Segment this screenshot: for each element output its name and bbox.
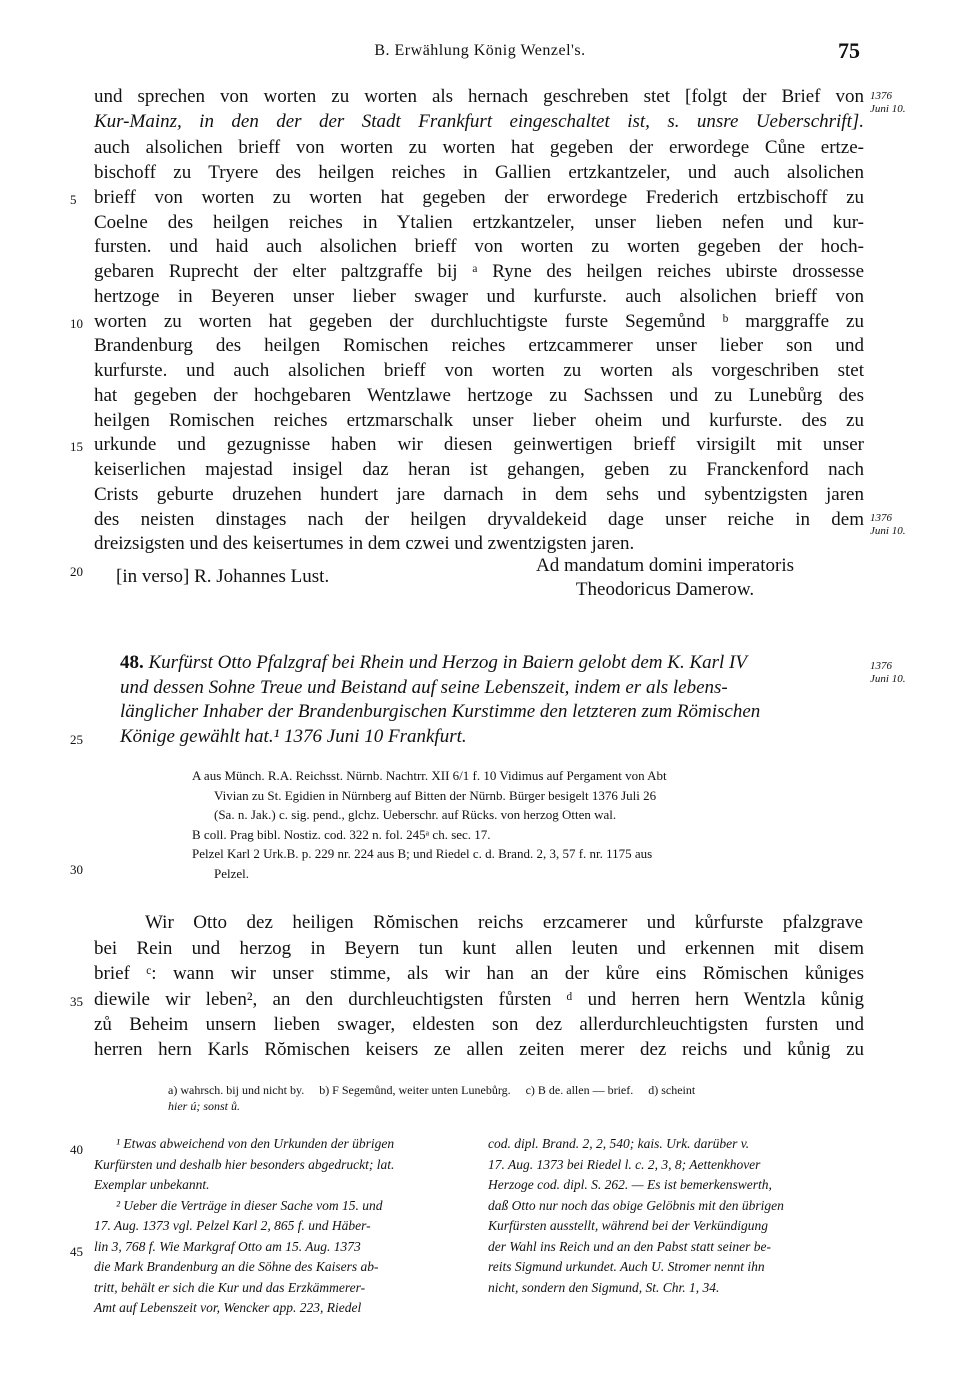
charter-line: diewile wir leben², an den durchleuchtigsten fůrsten ᵈ und herren hern Wentzla kůnig [94,989,864,1010]
charter-line: zů Beheim unsern lieben swager, eldesten son dez allerdurchleuchtigsten fursten und [94,1014,864,1035]
regest-heading: 48. Kurfürst Otto Pfalzgraf bei Rhein und Herzog in Baiern gelobt dem K. Karl IV und dessen Sohne Treue und Beistand auf seine Lebenszeit, indem er als lebens- länglicher Inhaber der Brandenburgischen Kurstimme den letzteren zum Römischen Könige gewählt hat.¹ 1376 Juni 10 Frankfurt. [120,652,761,747]
line-number: 40 [70,1142,83,1157]
body-line: auch alsolichen brieff von worten zu worten hat gegeben der erwordege Cůne ertze- [94,137,864,158]
body-line: Crists geburte druzehen hundert jare darnach in dem sehs und sybentzigsten jaren [94,484,864,505]
margin-date: 1376 Juni 10. [870,512,906,537]
charter-line: bei Rein und herzog in Beyern tun kunt allen leuten und erkennen mit disem [94,938,864,959]
page-number: 75 [838,38,860,63]
line-number: 20 [70,564,83,579]
running-head-title: B. Erwählung König Wenzel's. [374,42,586,59]
line-number: 45 [70,1244,83,1259]
margin-date: 1376 Juni 10. [870,660,906,685]
apparatus-notes: a) wahrsch. bij und nicht by. b) F Segemůnd, weiter unten Lunebůrg. c) B de. allen — brief. d) scheint hier ú; sonst ů. [168,1083,696,1113]
body-line: Kur-Mainz, in den der der Stadt Frankfurt eingeschaltet ist, s. unsre Ueberschrift]. [94,111,864,132]
footnotes-right-column: cod. dipl. Brand. 2, 2, 540; kais. Urk. darüber v. 17. Aug. 1373 bei Riedel l. c. 2, 3, 8; Aettenkhover Herzoge cod. dipl. S. 262. — Es ist bemerkenswerth, daß Otto nur noch das obige Gelöbnis mit den übrigen Kurfürsten ausstellt, während bei der Verkündigung der Wahl ins Reich und an den Pabst statt seiner be- reits Sigmund urkundet. Auch U. Stromer nennt ihn nicht, sondern den Sigmund, St. Chr. 1, 34. [488,1136,784,1295]
body-line: brieff von worten zu worten hat gegeben der erwordege Frederich ertzbischoff zu [94,187,864,208]
charter-line: Wir Otto dez heiligen Rŏmischen reichs erzcamerer und kůrfurste pfalzgrave [145,912,863,933]
body-line: dreizsigsten und des keisertumes in dem czwei und zwentzigsten jaren. [94,533,635,554]
body-line: kurfurste. und auch alsolichen brieff von worten zu worten als vorgeschriben stet [94,360,864,381]
source-notes: A aus Münch. R.A. Reichsst. Nürnb. Nachtrr. XII 6/1 f. 10 Vidimus auf Pergament von Abt Vivian zu St. Egidien in Nürnberg auf Bitten der Nürnb. Bürger besigelt 1376 Juli 26 (Sa. n. Jak.) c. sig. pend., glchz. Ueberschr. auf Rücks. von herzog Otten wal. B coll. Prag bibl. Nostiz. cod. 322 n. fol. 245ᵃ ch. sec. 17. Pelzel Karl 2 Urk.B. p. 229 nr. 224 aus B; und Riedel c. d. Brand. 2, 3, 57 f. nr. 1175 aus Pelzel. [192,768,667,881]
body-line: heilgen Romischen reiches ertzmarschalk unser lieber oheim und kurfurste. des zu [94,410,864,431]
body-line: bischoff zu Tryere des heilgen reiches in Gallien ertzkantzeler, und auch alsolichen [94,162,864,183]
body-line: hat gegeben der hochgebaren Wentzlawe hertzoge zu Sachssen und zu Lunebůrg des [94,385,864,406]
signature-mandate: Ad mandatum domini imperatoris Theodoricus Damerow. [535,555,795,600]
body-line: Brandenburg des heilgen Romischen reiches ertzcammerer unser lieber son und [94,335,864,356]
charter-line: brief ᶜ: wann wir unser stimme, als wir han an der kůre eins Rŏmischen kůniges [94,963,864,984]
body-line: urkunde und gezugnisse haben wir diesen geinwertigen brieff virsigilt mit unser [94,434,864,455]
line-number: 30 [70,862,83,877]
body-line: fursten. und haid auch alsolichen brieff von worten zu worten gegeben der hoch- [94,236,864,257]
document-number: 48. [120,652,144,673]
body-line: worten zu worten hat gegeben der durchluchtigste furste Segemůnd ᵇ marggraffe zu [94,311,864,332]
body-line: gebaren Ruprecht der elter paltzgraffe bij ᵃ Ryne des heilgen reiches ubirste drossesse [94,261,864,282]
charter-line: herren hern Karls Rŏmischen keisers ze allen zeiten merer dez reichs und kůnig zu [94,1039,864,1060]
body-line: des neisten dinstages nach der heilgen dryvaldekeid dage unser reiche in dem [94,509,864,530]
line-number: 35 [70,994,83,1009]
signature-verso: [in verso] R. Johannes Lust. [116,566,330,587]
line-number: 15 [70,439,83,454]
line-number: 10 [70,316,83,331]
margin-date: 1376 Juni 10. [870,90,906,115]
body-line: keiserlichen majestad insigel daz heran ist gehangen, geben zu Franckenford nach [94,459,864,480]
body-line: hertzoge in Beyeren unser lieber swager und kurfurste. auch alsolichen brieff von [94,286,864,307]
line-number: 5 [70,192,77,207]
body-line: Coelne des heilgen reiches in Ytalien ertzkantzeler, unser lieben nefen und kur- [94,212,864,233]
body-line: und sprechen von worten zu worten als hernach geschreben stet [folgt der Brief von [94,86,864,107]
footnotes-left-column: ¹ Etwas abweichend von den Urkunden der übrigen Kurfürsten und deshalb hier besonders abgedruckt; lat. Exemplar unbekannt. ² Ueber die Verträge in dieser Sache vom 15. und 17. Aug. 1373 vgl. Pelzel Karl 2, 865 f. und Häber- lin 3, 768 f. Wie Markgraf Otto am 15. Aug. 1373 die Mark Brandenburg an die Söhne des Kaisers ab- tritt, behält er sich die Kur und das Erzkämmerer- Amt auf Lebenszeit vor, Wencker app. 223, Riedel [94,1136,395,1315]
line-number: 25 [70,732,83,747]
